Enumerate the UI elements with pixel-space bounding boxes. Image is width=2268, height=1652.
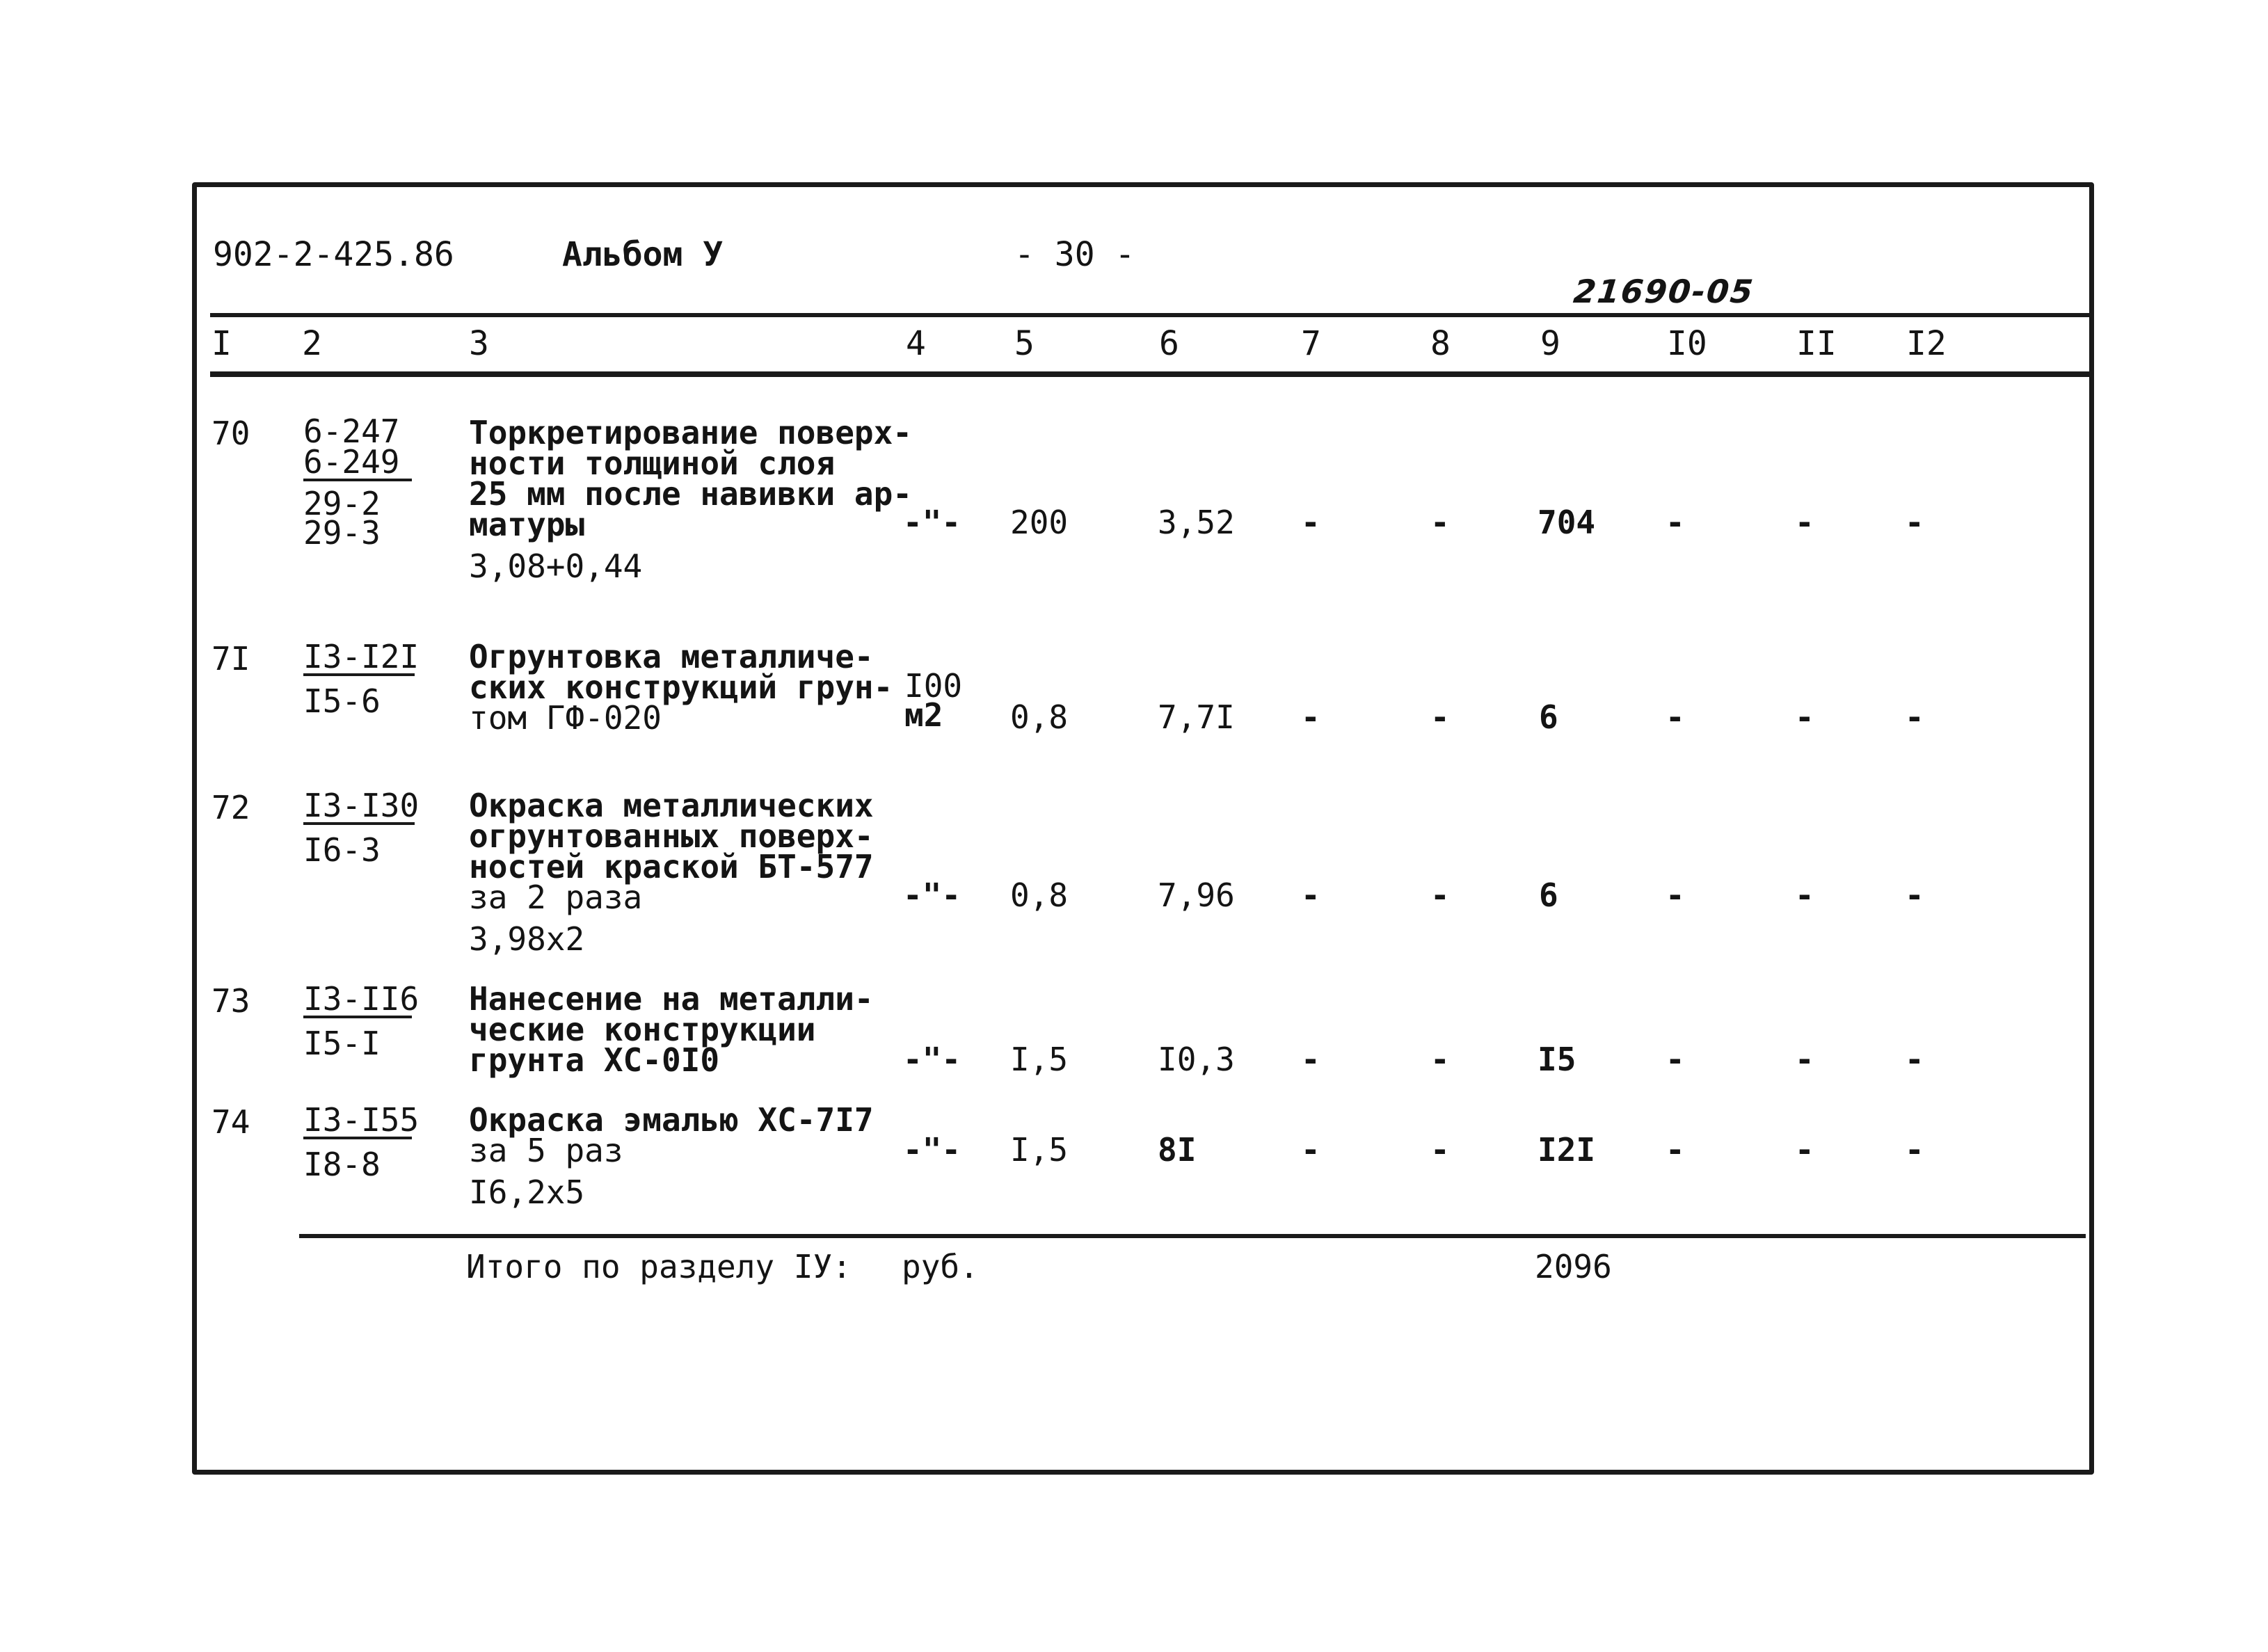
section-total-label: Итого по разделу IУ:	[466, 1248, 852, 1285]
col12-value: -	[1905, 504, 1924, 541]
norm-code: I3-I55	[303, 1101, 420, 1139]
work-description-line: матуры	[469, 506, 585, 543]
unit-price: 7,96	[1158, 876, 1235, 914]
col-header-2: 2	[302, 324, 322, 363]
col-header-11: II	[1796, 324, 1837, 363]
work-description-line: за 5 раз	[469, 1132, 623, 1169]
col10-value: -	[1666, 1041, 1685, 1078]
work-description-line: Огрунтовка металличе-	[469, 638, 874, 675]
norm-code: 29-2	[303, 485, 381, 522]
unit: -"-	[903, 504, 961, 541]
norm-code: I8-8	[303, 1146, 381, 1183]
handwritten-stamp-number: 21690-05	[1572, 273, 1756, 310]
unit-price: 3,52	[1158, 504, 1235, 541]
quantity: 0,8	[1010, 698, 1069, 736]
total-cost: 704	[1538, 504, 1596, 541]
col-header-4: 4	[906, 324, 926, 363]
norm-code: 6-249	[303, 447, 412, 481]
col8-value: -	[1430, 876, 1450, 914]
col12-value: -	[1905, 698, 1924, 736]
col-header-9: 9	[1540, 324, 1560, 363]
col-header-7: 7	[1301, 324, 1321, 363]
col8-value: -	[1430, 504, 1450, 541]
col10-value: -	[1666, 698, 1685, 736]
quantity: 200	[1010, 504, 1069, 541]
norm-code: I3-II6	[303, 980, 420, 1018]
unit-price: 8I	[1158, 1131, 1197, 1169]
total-cost: 6	[1539, 698, 1558, 736]
norm-code: I5-I	[303, 1025, 381, 1062]
col-header-5: 5	[1014, 324, 1035, 363]
col7-value: -	[1301, 876, 1320, 914]
work-description-line: огрунтованных поверх-	[469, 817, 874, 855]
col10-value: -	[1666, 876, 1685, 914]
col7-value: -	[1301, 1041, 1320, 1078]
col-header-3: 3	[469, 324, 489, 363]
total-cost: I2I	[1538, 1131, 1596, 1169]
work-description-line: ности толщиной слоя	[469, 444, 836, 482]
row-number: 70	[211, 415, 250, 452]
row-number: 74	[211, 1103, 250, 1141]
work-description-line: ских конструкций грун-	[469, 668, 893, 706]
album-label: Альбом У	[562, 235, 724, 274]
col8-value: -	[1430, 1131, 1450, 1169]
col-header-12: I2	[1906, 324, 1947, 363]
col12-value: -	[1905, 1041, 1924, 1078]
col-header-8: 8	[1430, 324, 1451, 363]
unit-price: 7,7I	[1158, 698, 1235, 736]
norm-code: I6-3	[303, 831, 381, 869]
work-description-line: 25 мм после навивки ар-	[469, 475, 912, 513]
col-header-6: 6	[1159, 324, 1179, 363]
unit: -"-	[903, 1041, 961, 1078]
norm-code: I3-I2I	[303, 638, 420, 675]
page-number: - 30 -	[1014, 235, 1135, 274]
doc-code: 902-2-425.86	[213, 235, 454, 274]
col11-value: -	[1795, 1131, 1814, 1169]
calc-formula: 3,98х2	[469, 920, 585, 958]
row-number: 72	[211, 789, 250, 826]
norm-code: I5-6	[303, 682, 381, 720]
col-header-10: I0	[1667, 324, 1707, 363]
work-description-line: за 2 раза	[469, 879, 643, 916]
total-cost: 6	[1539, 876, 1558, 914]
unit-price: I0,3	[1158, 1041, 1235, 1078]
header-rule-top	[210, 313, 2091, 317]
norm-code: I3-I30	[303, 787, 420, 824]
unit: -"-	[903, 1131, 961, 1169]
section-total-value: 2096	[1535, 1248, 1612, 1285]
col11-value: -	[1795, 504, 1814, 541]
col12-value: -	[1905, 876, 1924, 914]
col8-value: -	[1430, 698, 1450, 736]
col11-value: -	[1795, 1041, 1814, 1078]
row-number: 7I	[211, 640, 250, 677]
calc-formula: 3,08+0,44	[469, 547, 643, 585]
total-cost: I5	[1538, 1041, 1576, 1078]
work-description-line: Окраска эмалью ХС-7I7	[469, 1101, 874, 1139]
col7-value: -	[1301, 504, 1320, 541]
unit: I00	[904, 667, 963, 705]
norm-code: 6-247	[303, 412, 400, 450]
col11-value: -	[1795, 698, 1814, 736]
work-description-line: ческие конструкции	[469, 1011, 816, 1048]
work-description-line: Торкретирование поверх-	[469, 414, 912, 451]
quantity: 0,8	[1010, 876, 1069, 914]
col11-value: -	[1795, 876, 1814, 914]
unit: -"-	[903, 876, 961, 914]
col-header-1: I	[211, 324, 232, 363]
work-description-line: Нанесение на металли-	[469, 980, 874, 1018]
norm-code: 29-3	[303, 514, 381, 552]
section-total-unit: руб.	[902, 1248, 979, 1285]
quantity: I,5	[1010, 1131, 1069, 1169]
col10-value: -	[1666, 1131, 1685, 1169]
work-description-line: Окраска металлических	[469, 787, 874, 824]
col7-value: -	[1301, 1131, 1320, 1169]
col8-value: -	[1430, 1041, 1450, 1078]
total-rule	[299, 1234, 2086, 1238]
col7-value: -	[1301, 698, 1320, 736]
header-rule-bottom	[210, 371, 2091, 377]
col10-value: -	[1666, 504, 1685, 541]
work-description-line: том ГФ-020	[469, 699, 662, 737]
quantity: I,5	[1010, 1041, 1069, 1078]
work-description-line: грунта ХС-0I0	[469, 1041, 720, 1079]
calc-formula: I6,2х5	[469, 1173, 585, 1211]
col12-value: -	[1905, 1131, 1924, 1169]
work-description-line: ностей краской БТ-577	[469, 848, 874, 885]
row-number: 73	[211, 982, 250, 1020]
unit: м2	[904, 696, 943, 734]
